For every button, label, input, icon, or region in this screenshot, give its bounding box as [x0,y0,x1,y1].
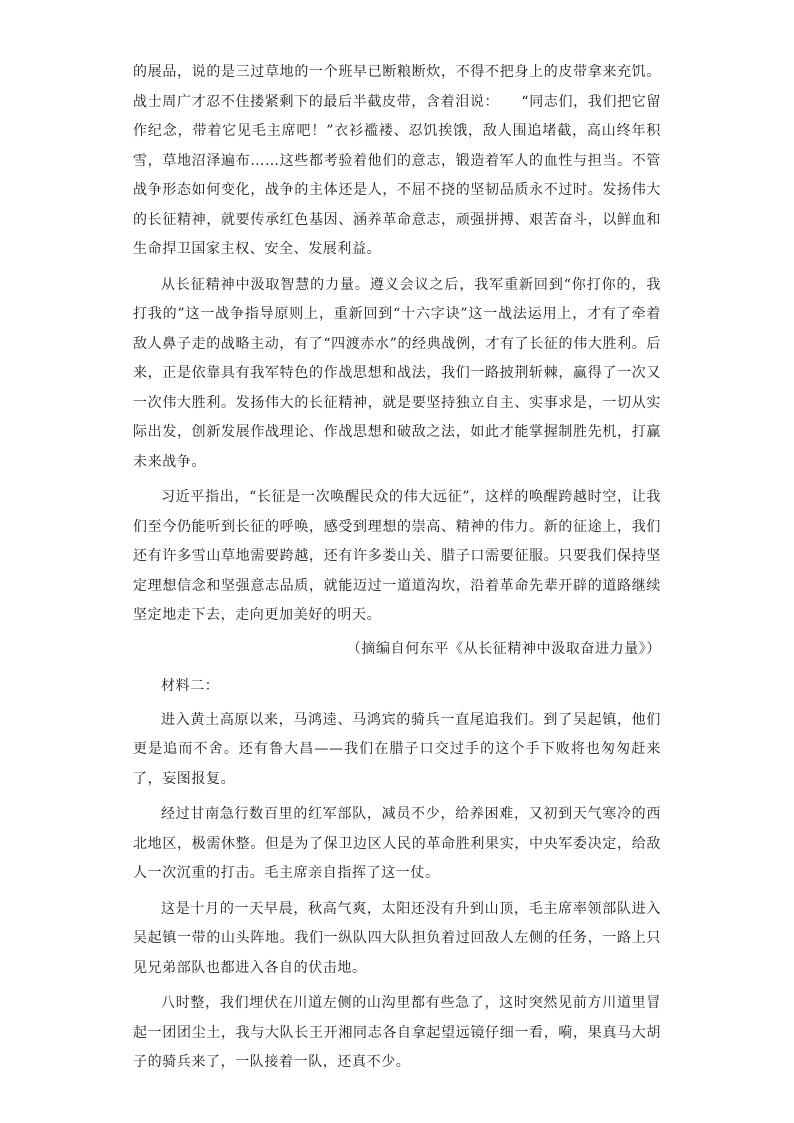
material1-paragraph-1: 的展品，说的是三过草地的一个班早已断粮断炊，不得不把身上的皮带拿来充饥。战士周广才忍不住搂紧剩下的最后半截皮带，含着泪说： “同志们，我们把它留作纪念，带着它见毛主席吧！”衣衫褴褛、忍饥挨饿，敌人围追堵截，高山终年积雪，草地沼泽遍布……这些都考验着他们的意志，锻造着军人的血性与担当。不管战争形态如何变化，战争的主体还是人，不屈不挠的坚韧品质永不过时。发扬伟大的长征精神，就要传承红色基因、涵养革命意志，顽强拼搏、艰苦奋斗，以鲜血和生命捍卫国家主权、安全、发展利益。 [133,64,661,257]
material2-paragraph-4: 八时整，我们埋伏在川道左侧的山沟里都有些急了，这时突然见前方川道里冒起一团团尘土，我与大队长王开湘同志各自拿起望远镜仔细一看，嗬，果真马大胡子的骑兵来了，一队接着一队，还真不少。 [133,995,661,1070]
material1-paragraph-2: 从长征精神中汲取智慧的力量。遵义会议之后，我军重新回到“你打你的，我打我的”这一战争指导原则上，重新回到“十六字诀”这一战法运用上，才有了牵着敌人鼻子走的战略主动，有了“四渡赤水”的经典战例，才有了长征的伟大胜利。后来，正是依靠具有我军特色的作战思想和战法，我们一路披荆斩棘，赢得了一次又一次伟大胜利。发扬伟大的长征精神，就是要坚持独立自主、实事求是，一切从实际出发，创新发展作战理论、作战思想和破敌之法，如此才能掌握制胜先机，打赢未来战争。 [133,276,661,470]
document-page [133,58,661,1078]
material2-paragraph-3: 这是十月的一天早晨，秋高气爽，太阳还没有升到山顶，毛主席率领部队进入吴起镇一带的山头阵地。我们一纵队四大队担负着过回敌人左侧的任务，一路上只见兄弟部队也都进入各自的伏击地。 [133,900,661,976]
material1-paragraph-3: 习近平指出，“长征是一次唤醒民众的伟大远征”，这样的唤醒跨越时空，让我们至今仍能听到长征的呼唤，感受到理想的崇高、精神的伟力。新的征途上，我们还有许多雪山草地需要跨越，还有许多娄山关、腊子口需要征服。只要我们保持坚定理想信念和坚强意志品质，就能迈过一道道沟坎，沿着革命先辈开辟的道路继续坚定地走下去，走向更加美好的明天。 [133,489,661,623]
material1-source-citation: （摘编自何东平《从长征精神中汲取奋进力量》） [346,640,661,657]
material2-paragraph-2: 经过甘南急行数百里的红军部队，减员不少，给养困难，又初到天气寒冷的西北地区，极需休整。但是为了保卫边区人民的革命胜利果实，中央军委决定，给敌人一次沉重的打击。毛主席亲自指挥了这一仗。 [133,806,661,881]
material2-label: 材料二： [161,678,220,694]
material2-paragraph-1: 进入黄土高原以来，马鸿逵、马鸿宾的骑兵一直尾追我们。到了吴起镇，他们更是追而不舍。还有鲁大昌——我们在腊子口交过手的这个手下败将也匆匆赶来了，妄图报复。 [133,711,661,787]
